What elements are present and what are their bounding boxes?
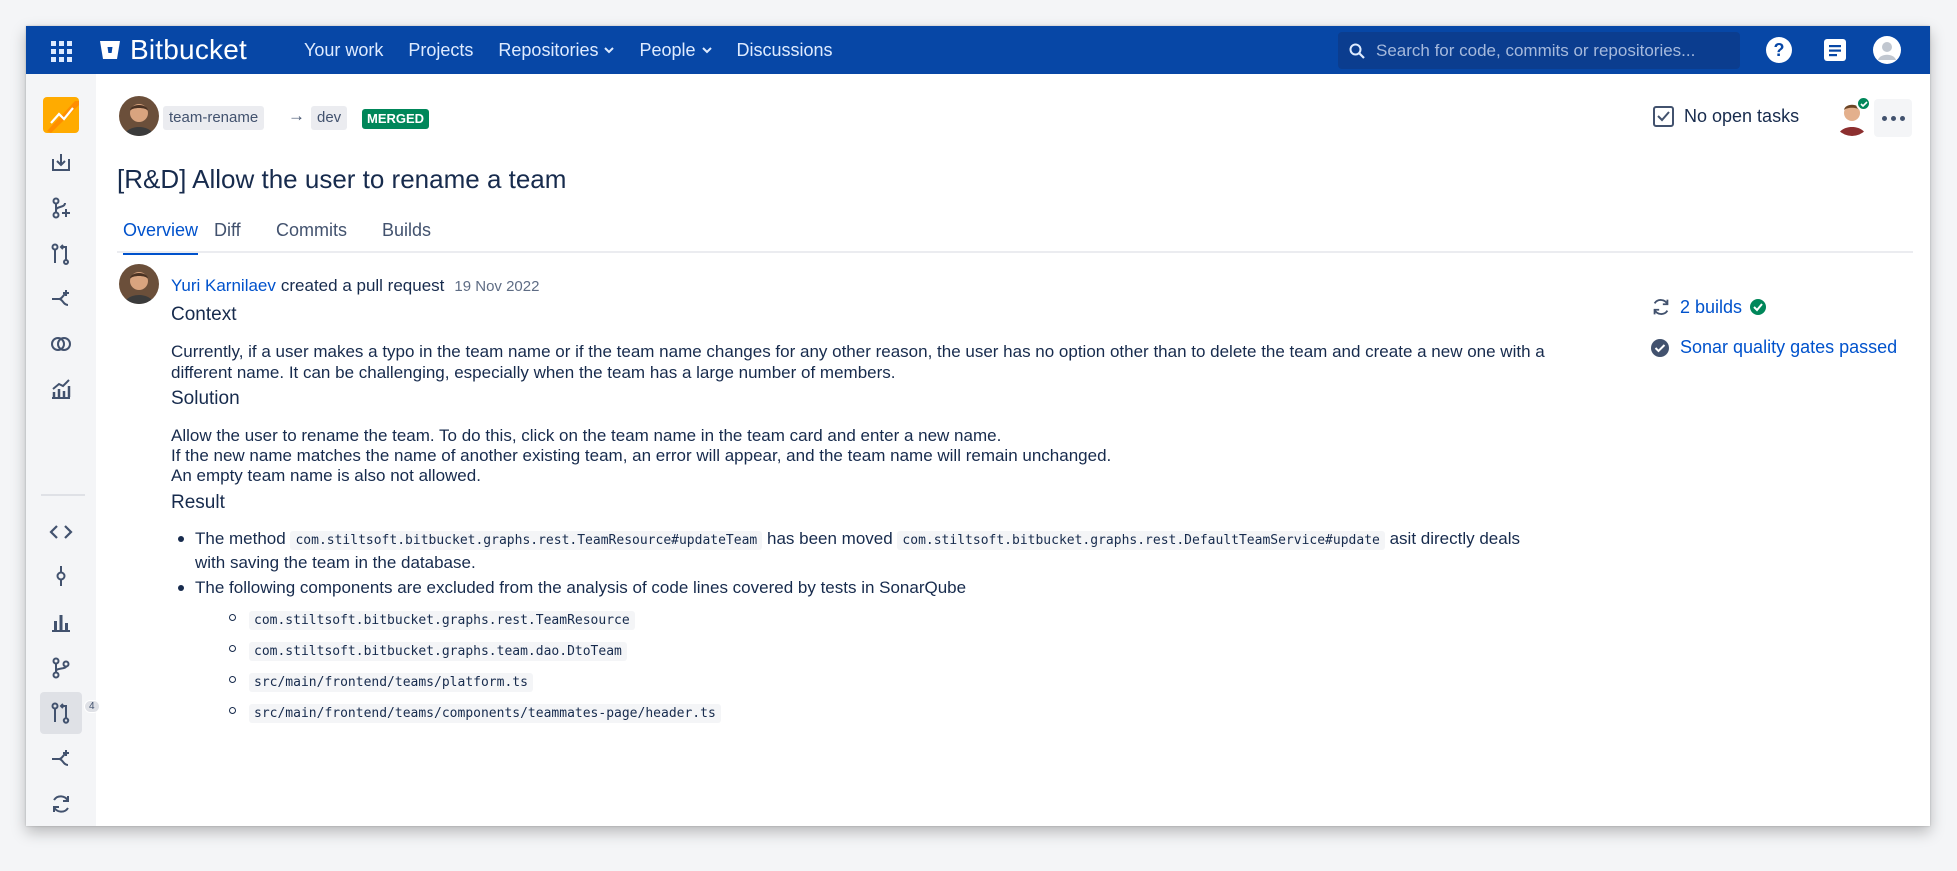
success-check-icon [1750,299,1766,315]
nav-people-label: People [639,39,696,60]
sidebar-compare[interactable] [40,323,82,365]
tab-diff[interactable]: Diff [214,220,241,240]
nav-discussions-label: Discussions [736,39,833,60]
branches-icon [49,656,73,680]
inline-code: src/main/frontend/teams/platform.ts [249,673,533,692]
activity-date: 19 Nov 2022 [454,278,540,295]
pr-author-avatar[interactable] [119,96,159,136]
bullet-text: asit directly deals [1389,529,1520,548]
clone-icon [49,151,73,175]
apps-grid-icon[interactable] [48,38,72,62]
solution-line: Allow the user to rename the team. To do this, click on the team name in the team card and enter a new name. [171,426,1002,445]
check-circle-icon [1650,338,1670,358]
chevron-down-icon [604,45,614,55]
inline-code: src/main/frontend/teams/components/teammates-page/header.ts [249,704,721,723]
nav-projects-label: Projects [408,39,474,60]
fork-icon [49,287,73,311]
result-heading: Result [171,492,225,513]
source-icon [49,520,73,544]
sub-list-item [249,637,627,664]
page-title: [R&D] Allow the user to rename a team [117,164,567,194]
create-branch-icon [49,196,73,220]
nav-repositories-label: Repositories [498,39,599,60]
sidebar-insights[interactable] [40,368,82,410]
search-icon [1348,42,1366,60]
nav-your-work-label: Your work [304,39,384,60]
builds-icon [1650,296,1672,318]
sidebar-create-pull-request[interactable] [40,233,82,275]
help-icon[interactable] [1764,35,1794,65]
tab-commits[interactable]: Commits [276,220,347,240]
nav-your-work[interactable] [304,40,383,61]
primary-nav [304,26,858,74]
author-link[interactable]: Yuri Karnilaev [171,276,276,295]
inline-code: com.stiltsoft.bitbucket.graphs.rest.TeamResource [249,611,635,630]
sonar-status: Sonar quality gates passed [1680,337,1898,357]
nav-discussions[interactable] [737,40,833,61]
chevron-down-icon [702,45,712,55]
sub-list-item [249,699,721,726]
insights-icon [49,377,73,401]
profile-avatar-icon[interactable] [1872,35,1902,65]
bullet-text: The method [195,529,286,548]
reports-icon [49,610,73,634]
solution-line: An empty team name is also not allowed. [171,466,481,485]
bitbucket-logo-icon [98,38,122,62]
sidebar-clone[interactable] [40,142,82,184]
search-input[interactable] [1376,41,1726,61]
context-text-line-1: Currently, if a user makes a typo in the team name or if the team name changes for any other reason, the user has no option other than to delete the team and create a new one with a [171,342,1545,361]
app-window [26,26,1930,826]
activity-header [171,276,539,296]
pull-requests-count-badge: 4 [84,700,100,713]
status-badge: MERGED [362,109,429,129]
svg-text:?: ? [1773,40,1785,60]
inline-code: com.stiltsoft.bitbucket.graphs.rest.DefaultTeamService#update [897,531,1384,550]
sidebar-source[interactable] [40,511,82,553]
bullet-text: The following components are excluded from the analysis of code lines covered by tests in SonarQube [195,578,967,597]
nav-people[interactable] [639,40,711,61]
approved-check-icon [1856,96,1871,111]
inline-code: com.stiltsoft.bitbucket.graphs.team.dao.DtoTeam [249,642,627,661]
tab-builds[interactable]: Builds [382,220,432,240]
author-avatar-image [119,96,159,136]
commits-icon [49,564,73,588]
activity-action: created a pull request [280,276,445,295]
author-avatar-image [119,264,159,304]
pull-requests-icon [49,701,73,725]
checkbox-icon [1653,106,1674,127]
forks-icon [49,747,73,771]
notifications-icon[interactable] [1820,35,1850,65]
pr-tabs [117,216,1913,253]
target-branch[interactable]: dev [311,106,347,130]
sonar-quality-gate-link[interactable] [1650,337,1897,358]
repository-logo[interactable] [40,94,82,136]
repository-logo-icon [41,95,81,135]
branch-arrow: → [288,106,305,125]
sidebar [26,74,96,826]
solution-line: If the new name matches the name of another existing team, an error will appear, and the team name will remain unchanged. [171,446,1112,465]
sidebar-reports[interactable] [40,601,82,643]
context-text-line-2: different name. It can be challenging, especially when the team has a large number of members. [171,363,896,382]
sub-list-item [249,668,533,695]
builds-count: 2 builds [1680,296,1743,317]
sidebar-builds[interactable] [40,783,82,825]
list-item [195,575,1585,600]
sidebar-commits[interactable] [40,555,82,597]
more-actions-button[interactable] [1874,99,1912,137]
activity-author-avatar[interactable] [119,264,159,304]
builds-icon [49,792,73,816]
brand-name: Bitbucket [130,34,247,65]
sidebar-divider [41,494,85,496]
solution-heading: Solution [171,388,240,409]
list-item [195,526,1585,575]
sidebar-forks[interactable] [40,738,82,780]
tab-overview[interactable]: Overview [123,216,198,255]
inline-code: com.stiltsoft.bitbucket.graphs.rest.TeamResource#updateTeam [290,531,762,550]
compare-icon [49,332,73,356]
top-navigation [26,26,1930,74]
search-box[interactable] [1338,32,1740,69]
more-dot-icon [1882,116,1887,121]
sidebar-create-branch[interactable] [40,187,82,229]
context-heading: Context [171,304,237,325]
bullet-text: with saving the team in the database. [195,553,476,572]
bitbucket-logo[interactable] [98,34,247,66]
open-tasks-label: No open tasks [1684,106,1800,126]
sub-list-item [249,606,635,633]
bullet-text: has been moved [766,529,893,548]
create-pull-request-icon [49,242,73,266]
more-dot-icon [1900,116,1905,121]
sidebar-branches[interactable] [40,647,82,689]
more-dot-icon [1891,116,1896,121]
source-branch[interactable]: team-rename [163,106,264,130]
sidebar-pull-requests[interactable] [40,692,95,734]
builds-link[interactable] [1650,296,1766,318]
open-tasks[interactable] [1653,106,1799,127]
nav-projects[interactable] [408,40,473,61]
nav-repositories[interactable] [498,40,614,61]
sidebar-fork[interactable] [40,278,82,320]
